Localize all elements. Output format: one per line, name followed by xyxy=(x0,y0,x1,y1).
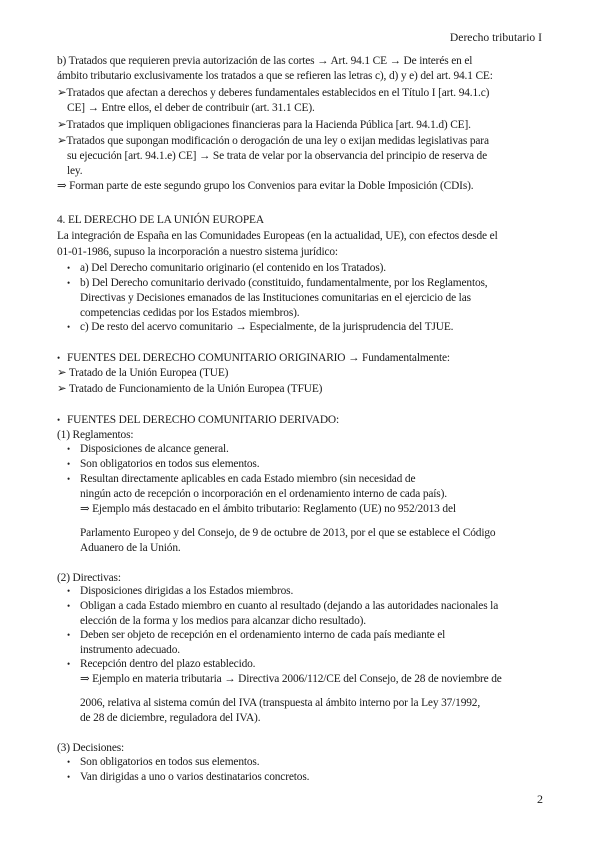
text-line: ➢Tratados que afectan a derechos y deberes fundamentales establecidos en el Título I [art. 94.1.c) xyxy=(57,87,490,99)
text-line: (3) Decisiones: xyxy=(57,742,125,754)
text-line: su ejecución [art. 94.1.e) CE] → Se trata de velar por la observancia del principio de reserva de xyxy=(67,150,488,162)
bullet-icon: • xyxy=(57,415,61,425)
text-line: 01-01-1986, supuso la incorporación a nuestro sistema jurídico: xyxy=(57,246,338,258)
subheading: FUENTES DEL DERECHO COMUNITARIO ORIGINARIO → Fundamentalmente: xyxy=(67,352,450,364)
section-heading: 4. EL DERECHO DE LA UNIÓN EUROPEA xyxy=(57,214,264,226)
text-line: La integración de España en las Comunidades Europeas (en la actualidad, UE), con efectos desde el xyxy=(57,230,498,242)
list-item: Son obligatorios en todos sus elementos. xyxy=(80,458,260,470)
bullet-icon: • xyxy=(67,772,71,782)
text-line: ley. xyxy=(67,165,83,177)
list-item: a) Del Derecho comunitario originario (el contenido en los Tratados). xyxy=(80,262,386,274)
list-item: ⇒ Ejemplo en materia tributaria → Directiva 2006/112/CE del Consejo, de 28 de noviembre de xyxy=(80,673,502,685)
list-item: 2006, relativa al sistema común del IVA (transpuesta al ámbito interno por la Ley 37/1992, xyxy=(80,697,481,709)
list-item: Deben ser objeto de recepción en el ordenamiento interno de cada país mediante el xyxy=(80,629,446,641)
bullet-icon: • xyxy=(67,601,71,611)
text-line: ➢ Tratado de la Unión Europea (TUE) xyxy=(57,367,229,379)
bullet-icon: • xyxy=(67,630,71,640)
list-item: competencias cedidas por los Estados miembros). xyxy=(80,307,300,319)
list-item: Aduanero de la Unión. xyxy=(80,542,181,554)
text-line: (2) Directivas: xyxy=(57,572,121,584)
list-item: c) De resto del acervo comunitario → Especialmente, de la jurisprudencia del TJUE. xyxy=(80,321,454,333)
text-line: b) Tratados que requieren previa autorización de las cortes → Art. 94.1 CE → De interés en el xyxy=(57,55,473,67)
list-item: Resultan directamente aplicables en cada Estado miembro (sin necesidad de xyxy=(80,473,416,485)
list-item: ⇒ Ejemplo más destacado en el ámbito tributario: Reglamento (UE) no 952/2013 del xyxy=(80,503,456,515)
text-line: ➢ Tratado de Funcionamiento de la Unión Europea (TFUE) xyxy=(57,383,323,395)
bullet-icon: • xyxy=(67,278,71,288)
text-line: (1) Reglamentos: xyxy=(57,429,134,441)
list-item: Van dirigidas a uno o varios destinatarios concretos. xyxy=(80,771,310,783)
text-line: ámbito tributario exclusivamente los tratados a que se refieren las letras c), d) y e) del art. 94.1 CE: xyxy=(57,70,493,82)
list-item: Son obligatorios en todos sus elementos. xyxy=(80,756,260,768)
list-item: Recepción dentro del plazo establecido. xyxy=(80,658,256,670)
list-item: b) Del Derecho comunitario derivado (constituido, fundamentalmente, por los Reglamentos, xyxy=(80,277,488,289)
list-item: instrumento adecuado. xyxy=(80,644,180,656)
subheading: FUENTES DEL DERECHO COMUNITARIO DERIVADO: xyxy=(67,414,340,426)
list-item: Parlamento Europeo y del Consejo, de 9 de octubre de 2013, por el que se establece el Código xyxy=(80,527,496,539)
bullet-icon: • xyxy=(67,586,71,596)
list-item: de 28 de diciembre, reguladora del IVA). xyxy=(80,712,261,724)
text-line: ➢Tratados que supongan modificación o derogación de una ley o exijan medidas legislativas para xyxy=(57,135,489,147)
list-item: Obligan a cada Estado miembro en cuanto al resultado (dejando a las autoridades nacionales la xyxy=(80,600,499,612)
bullet-icon: • xyxy=(67,659,71,669)
list-item: Disposiciones de alcance general. xyxy=(80,443,229,455)
bullet-icon: • xyxy=(67,322,71,332)
list-item: ningún acto de recepción o incorporación en el ordenamiento interno de cada país). xyxy=(80,488,447,500)
list-item: elección de la forma y los medios para alcanzar dicho resultado). xyxy=(80,615,366,627)
page-number: 2 xyxy=(537,792,543,806)
list-item: Disposiciones dirigidas a los Estados miembros. xyxy=(80,585,294,597)
bullet-icon: • xyxy=(67,444,71,454)
list-item: Directivas y Decisiones emanados de las Instituciones comunitarias en el ejercicio de las xyxy=(80,292,471,304)
text-line: ⇒ Forman parte de este segundo grupo los Convenios para evitar la Doble Imposición (CDIs). xyxy=(57,180,474,192)
bullet-icon: • xyxy=(67,757,71,767)
page-header: Derecho tributario I xyxy=(449,31,542,44)
text-line: ➢Tratados que impliquen obligaciones financieras para la Hacienda Pública [art. 94.1.d) CE]. xyxy=(57,119,471,131)
text-line: CE] → Entre ellos, el deber de contribuir (art. 31.1 CE). xyxy=(67,102,315,114)
bullet-icon: • xyxy=(67,459,71,469)
bullet-icon: • xyxy=(57,353,61,363)
bullet-icon: • xyxy=(67,474,71,484)
bullet-icon: • xyxy=(67,263,71,273)
